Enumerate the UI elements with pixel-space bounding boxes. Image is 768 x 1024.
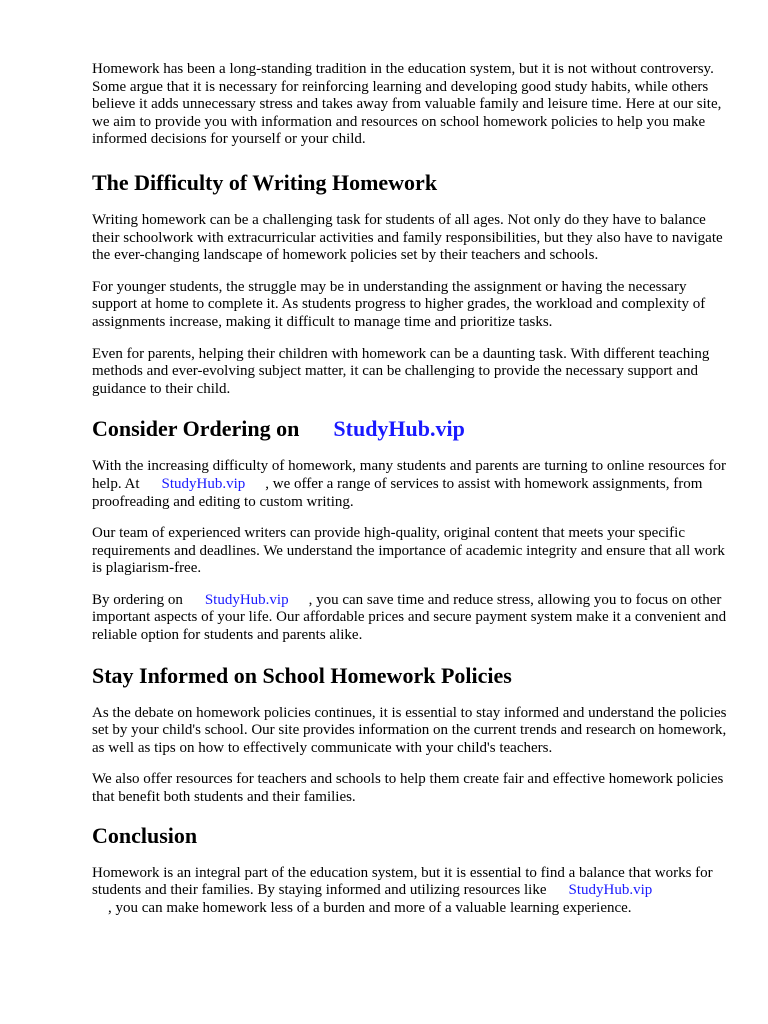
heading-studyhub-link[interactable]: StudyHub.vip bbox=[333, 416, 465, 442]
heading-difficulty: The Difficulty of Writing Homework bbox=[92, 169, 438, 195]
intro-paragraph: Homework has been a long-standing tradition in the education system, but it is not without controversy. Some argue that it is necessary for reinforcing learning and developing good study habits, while others believe it adds unnecessary stress and takes away from valuable family and leisure time. Here at our site, we aim to provide you with information and resources on school homework policies to help you make informed decisions for yourself or your child. bbox=[92, 61, 722, 148]
document-page bbox=[92, 61, 728, 931]
conclusion-studyhub-link[interactable]: StudyHub.vip bbox=[568, 882, 653, 899]
informed-paragraph-2: We also offer resources for teachers and schools to help them create fair and effective homework policies that benefit both students and their families. bbox=[92, 771, 724, 806]
ordering-p3-text-before: By ordering on bbox=[92, 591, 183, 608]
heading-conclusion: Conclusion bbox=[92, 822, 198, 848]
ordering-p1-text-before: With the increasing difficulty of homework, many students and parents are turning to online resources for help. At bbox=[92, 458, 726, 492]
heading-stay-informed: Stay Informed on School Homework Policies bbox=[92, 662, 512, 688]
ordering-paragraph-3 bbox=[92, 592, 728, 645]
ordering-p3-studyhub-link[interactable]: StudyHub.vip bbox=[204, 591, 289, 608]
heading-consider-ordering bbox=[92, 416, 728, 442]
difficulty-paragraph-3: Even for parents, helping their children with homework can be a daunting task. With different teaching methods and ever-evolving subject matter, it can be challenging to provide the necessary support and guidance to their child. bbox=[92, 345, 710, 397]
conclusion-text-before: Homework is an integral part of the education system, but it is essential to find a balance that works for students and their families. By staying informed and utilizing resources like bbox=[92, 864, 713, 899]
ordering-paragraph-1 bbox=[92, 458, 728, 511]
difficulty-paragraph-2: For younger students, the struggle may be in understanding the assignment or having the necessary support at home to complete it. As students progress to higher grades, the workload and complexity of assignments increase, making it difficult to manage time and prioritize tasks. bbox=[92, 278, 706, 330]
conclusion-text-after: , you can make homework less of a burden and more of a valuable learning experience. bbox=[108, 899, 632, 916]
ordering-p1-studyhub-link[interactable]: StudyHub.vip bbox=[161, 475, 246, 492]
informed-paragraph-1: As the debate on homework policies continues, it is essential to stay informed and understand the policies set by your child's school. Our site provides information on the current trends and research on homework, as well as tips on how to effectively communicate with your child's teachers. bbox=[92, 704, 727, 756]
ordering-p3-text-after: , you can save time and reduce stress, allowing you to focus on other important aspects of your life. Our affordable prices and secure payment system make it a convenient and reliable option for students and parents alike. bbox=[92, 591, 727, 644]
conclusion-paragraph bbox=[92, 865, 728, 918]
ordering-paragraph-2: Our team of experienced writers can provide high-quality, original content that meets your specific requirements and deadlines. We understand the importance of academic integrity and ensure that all work is plagiarism-free. bbox=[92, 525, 725, 577]
heading-consider-text: Consider Ordering on bbox=[92, 416, 300, 442]
difficulty-paragraph-1: Writing homework can be a challenging task for students of all ages. Not only do they have to balance their schoolwork with extracurricular activities and family responsibilities, but they also have to navigate the ever-changing landscape of homework policies set by their teachers and schools. bbox=[92, 211, 723, 264]
ordering-p1-text-after: , we offer a range of services to assist with homework assignments, from proofreading and editing to custom writing. bbox=[92, 475, 703, 510]
